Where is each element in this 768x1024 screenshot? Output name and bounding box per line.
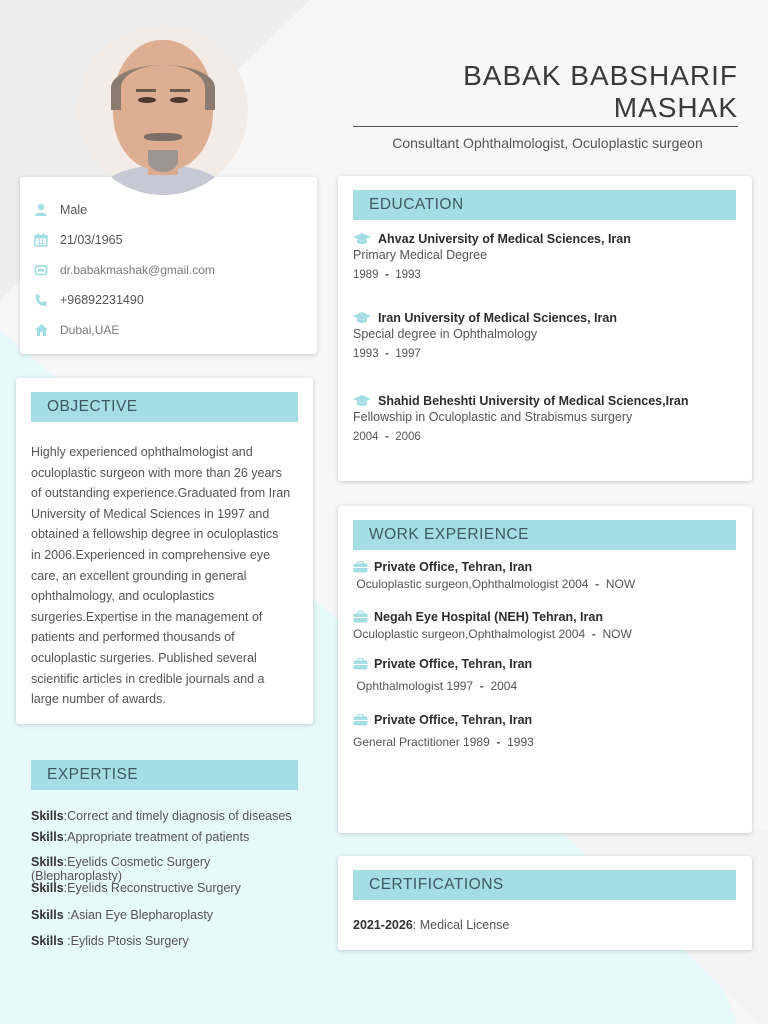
education-start: 1989 xyxy=(353,269,379,281)
contact-dob xyxy=(34,225,317,255)
objective-line: surgeries.Expertise in the management of xyxy=(31,609,263,624)
skill-text: :Eyelids Reconstructive Surgery xyxy=(63,881,241,895)
certifications-heading: CERTIFICATIONS xyxy=(353,870,736,900)
objective-line: scientific articles in credible journals and a xyxy=(31,671,265,686)
objective-line: patients and performed thousands of xyxy=(31,630,235,645)
phone-text: +96892231490 xyxy=(60,293,144,307)
work-employer: Private Office, Tehran, Iran xyxy=(374,657,533,671)
person-name: BABAK BABSHARIF MASHAK xyxy=(353,60,738,127)
objective-line: in 2006.Experienced in comprehensive eye xyxy=(31,547,271,562)
skill-label: Skills xyxy=(31,934,64,948)
skill-label: Skills xyxy=(31,809,64,823)
education-degree: Special degree in Ophthalmology xyxy=(353,327,538,341)
education-end: 2006 xyxy=(395,431,421,443)
gender-text: Male xyxy=(60,203,88,217)
education-start: 2004 xyxy=(353,431,379,443)
education-heading: EDUCATION xyxy=(353,190,736,220)
education-item xyxy=(353,232,631,281)
briefcase-icon xyxy=(353,714,368,726)
work-role: Oculoplastic surgeon,Ophthalmologist 2004 - NOW xyxy=(356,577,636,591)
education-end: 1997 xyxy=(395,348,421,360)
work-role: General Practitioner 1989 - 1993 xyxy=(353,735,534,749)
objective-line: oculoplastic surgeon with more than 26 years xyxy=(31,465,282,480)
education-item xyxy=(353,311,617,360)
objective-line: large number of awards. xyxy=(31,692,166,707)
education-card xyxy=(338,176,752,481)
education-school: Ahvaz University of Medical Sciences, Iran xyxy=(378,232,631,246)
location-text: Dubai,UAE xyxy=(60,323,120,337)
certification-item xyxy=(353,918,736,932)
briefcase-icon xyxy=(353,658,368,670)
skill-item xyxy=(31,908,298,934)
work-end: NOW xyxy=(605,577,636,591)
contact-location xyxy=(34,315,317,345)
objective-heading: OBJECTIVE xyxy=(31,392,298,422)
education-school: Shahid Beheshti University of Medical Sciences,Iran xyxy=(378,394,689,408)
expertise-section xyxy=(31,760,298,955)
skill-text: :Eylids Ptosis Surgery xyxy=(63,934,189,948)
contact-phone xyxy=(34,285,317,315)
objective-line: Highly experienced ophthalmologist and xyxy=(31,445,253,459)
objective-line: of outstanding experience.Graduated from Iran xyxy=(31,486,291,501)
contact-gender xyxy=(34,195,317,225)
education-item xyxy=(353,394,689,443)
work-role: Oculoplastic surgeon,Ophthalmologist 2004 - NOW xyxy=(353,627,632,641)
objective-line: University of Medical Sciences in 1997 and xyxy=(31,506,270,521)
education-degree: Fellowship in Oculoplastic and Strabismus surgery xyxy=(353,410,633,424)
work-role: Ophthalmologist 1997 - 2004 xyxy=(356,679,518,693)
home-icon xyxy=(34,323,56,337)
skill-item xyxy=(31,881,298,908)
skill-item xyxy=(31,934,298,955)
briefcase-icon xyxy=(353,611,368,623)
work-item xyxy=(353,560,635,591)
skill-text: :Eyelids Cosmetic Surgery (Blepharoplasty) xyxy=(31,855,211,883)
certifications-card xyxy=(338,856,752,950)
user-icon xyxy=(34,203,56,217)
education-dates: 2004 - 2006 xyxy=(353,431,421,443)
contact-email xyxy=(34,255,317,285)
dob-text: 21/03/1965 xyxy=(60,233,123,247)
work-item xyxy=(353,713,534,749)
work-end: 1993 xyxy=(507,735,534,749)
work-employer: Private Office, Tehran, Iran xyxy=(374,713,533,727)
education-degree: Primary Medical Degree xyxy=(353,248,488,262)
profile-photo xyxy=(78,25,248,195)
contact-card xyxy=(20,177,317,354)
work-end: 2004 xyxy=(490,679,518,693)
certification-text: : Medical License xyxy=(412,918,510,932)
objective-card xyxy=(16,378,313,724)
education-school: Iran University of Medical Sciences, Iran xyxy=(378,311,617,325)
graduation-cap-icon xyxy=(353,233,371,245)
work-employer: Negah Eye Hospital (NEH) Tehran, Iran xyxy=(374,610,603,624)
phone-icon xyxy=(34,293,56,307)
person-title: Consultant Ophthalmologist, Oculoplastic surgeon xyxy=(392,135,703,151)
work-end: NOW xyxy=(602,627,632,641)
skill-label: Skills xyxy=(31,908,64,922)
skill-label: Skills xyxy=(31,881,64,895)
objective-line: obtained a fellowship degree in oculoplastics xyxy=(31,527,279,542)
work-heading: WORK EXPERIENCE xyxy=(353,520,736,550)
education-end: 1993 xyxy=(395,269,421,281)
calendar-icon xyxy=(34,233,56,247)
skills-list xyxy=(31,809,298,955)
skill-label: Skills xyxy=(31,830,64,844)
education-start: 1993 xyxy=(353,348,379,360)
skill-item xyxy=(31,809,298,830)
skill-item xyxy=(31,830,298,855)
skill-text: :Correct and timely diagnosis of diseases xyxy=(63,809,292,823)
graduation-cap-icon xyxy=(353,312,371,324)
objective-text xyxy=(31,442,298,710)
skill-text: :Asian Eye Blepharoplasty xyxy=(63,908,214,922)
education-dates: 1989 - 1993 xyxy=(353,269,421,281)
briefcase-icon xyxy=(353,561,368,573)
skill-text: :Appropriate treatment of patients xyxy=(63,830,250,844)
work-employer: Private Office, Tehran, Iran xyxy=(374,560,533,574)
education-dates: 1993 - 1997 xyxy=(353,348,421,360)
objective-line: oculoplastic surgeries. Published several xyxy=(31,650,257,665)
work-experience-card xyxy=(338,506,752,833)
objective-line: ophthalmology, and oculoplastics xyxy=(31,589,215,604)
envelope-icon xyxy=(34,263,56,277)
work-item xyxy=(353,610,632,641)
work-item xyxy=(353,657,532,693)
certification-years: 2021-2026 xyxy=(353,918,413,932)
skill-label: Skills xyxy=(31,855,64,869)
objective-line: care, an excellent grounding in general xyxy=(31,568,247,583)
email-text[interactable]: dr.babakmashak@gmail.com xyxy=(60,263,215,277)
skill-item xyxy=(31,855,298,881)
header xyxy=(353,60,738,151)
expertise-heading: EXPERTISE xyxy=(31,760,298,790)
graduation-cap-icon xyxy=(353,395,371,407)
